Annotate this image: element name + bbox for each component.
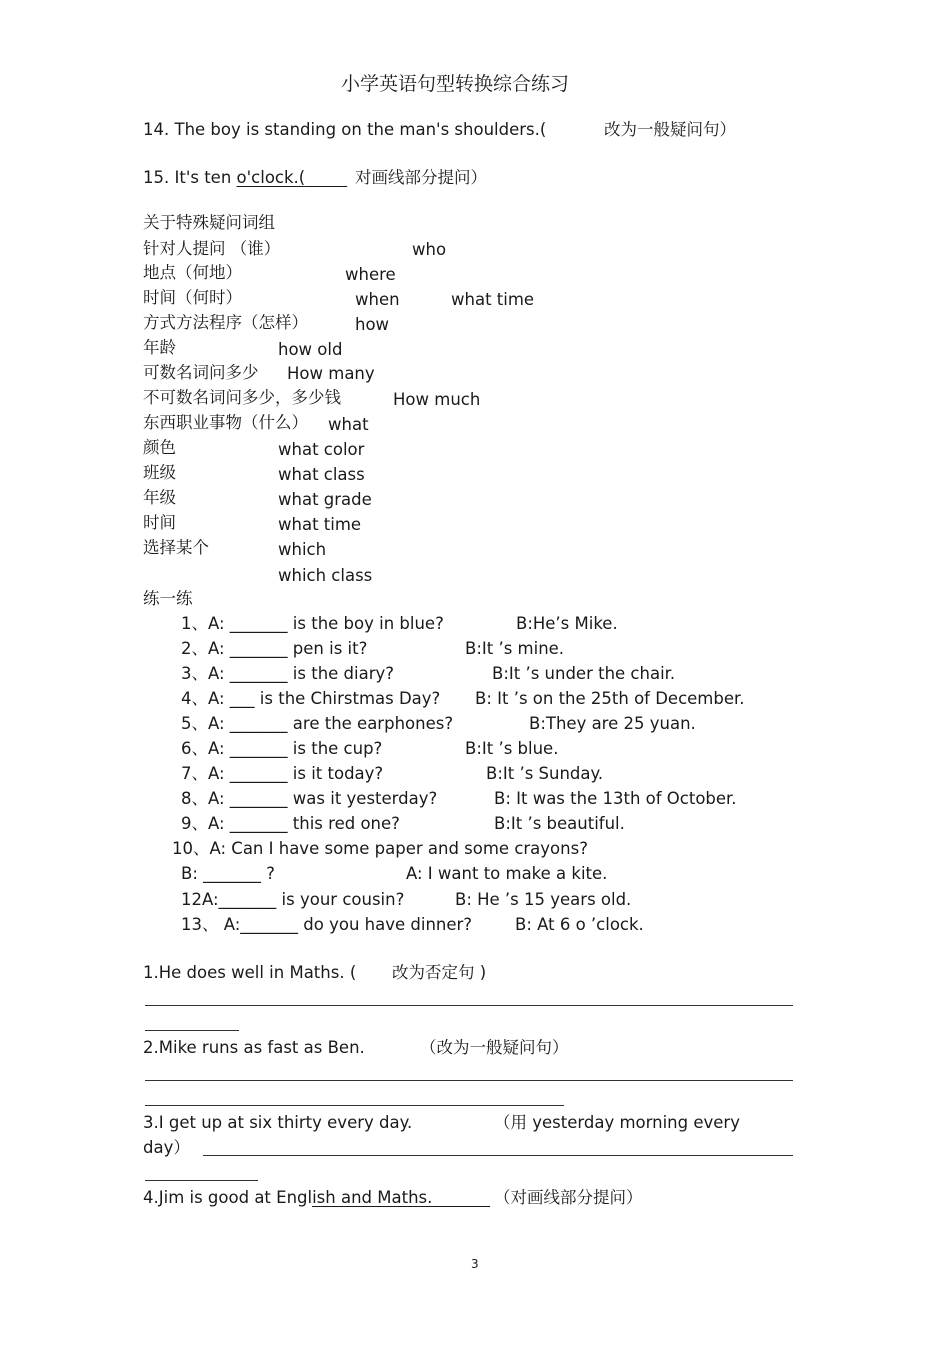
wh-word: what bbox=[328, 415, 369, 434]
exercise-4-instruction: （对画线部分提问） bbox=[494, 1188, 643, 1207]
answer-line bbox=[145, 1080, 793, 1081]
practice-question: 6、A: _______ is the cup? bbox=[181, 739, 383, 758]
wh-word: what grade bbox=[278, 490, 372, 509]
wh-label: 班级 bbox=[143, 463, 176, 482]
wh-label: 年龄 bbox=[143, 338, 176, 357]
practice-question: 9、A: _______ this red one? bbox=[181, 814, 400, 833]
page-title: 小学英语句型转换综合练习 bbox=[341, 73, 570, 95]
wh-label: 可数名词问多少 bbox=[143, 363, 259, 382]
wh-label: 东西职业事物（什么） bbox=[143, 413, 308, 432]
question-15-blank bbox=[305, 168, 347, 187]
question-14-instruction: 改为一般疑问句） bbox=[604, 120, 736, 139]
wh-word: what time bbox=[278, 515, 362, 534]
wh-label: 时间（何时） bbox=[143, 288, 242, 307]
practice-answer: B: At 6 o ’clock. bbox=[515, 915, 644, 934]
question-15-underlined: o'clock.( bbox=[236, 168, 306, 187]
practice-heading: 练一练 bbox=[143, 589, 193, 608]
practice-answer: B: It was the 13th of October. bbox=[494, 789, 737, 808]
wh-word: How many bbox=[287, 364, 375, 383]
wh-label: 时间 bbox=[143, 513, 176, 532]
practice-answer: B:It ’s Sunday. bbox=[486, 764, 604, 783]
practice-question: 13、 A:_______ do you have dinner? bbox=[181, 915, 473, 934]
practice-question: 7、A: _______ is it today? bbox=[181, 764, 384, 783]
wh-label: 方式方法程序（怎样） bbox=[143, 313, 308, 332]
answer-line bbox=[145, 1005, 793, 1006]
wh-word: what time bbox=[451, 290, 535, 309]
wh-word: where bbox=[345, 265, 396, 284]
practice-answer: B:He’s Mike. bbox=[516, 614, 618, 633]
exercise-3-instruction: （用 yesterday morning every bbox=[494, 1113, 740, 1132]
exercise-3: 3.I get up at six thirty every day. bbox=[143, 1113, 413, 1132]
exercise-3-instruction-cont: day） bbox=[143, 1138, 190, 1157]
practice-answer: B:It ’s under the chair. bbox=[492, 664, 676, 683]
wh-label: 不可数名词问多少，多少钱 bbox=[143, 388, 341, 407]
wh-label: 选择某个 bbox=[143, 538, 209, 557]
practice-question: 10、A: Can I have some paper and some crayons? bbox=[172, 839, 588, 858]
wh-word: when bbox=[355, 290, 400, 309]
exercise-2-instruction: （改为一般疑问句） bbox=[420, 1038, 569, 1057]
answer-line bbox=[145, 1105, 564, 1106]
practice-question: 2、A: _______ pen is it? bbox=[181, 639, 368, 658]
exercise-4-blank bbox=[432, 1188, 490, 1207]
answer-line bbox=[203, 1155, 793, 1156]
practice-answer: B: He ’s 15 years old. bbox=[455, 890, 632, 909]
exercise-4 bbox=[143, 1188, 490, 1208]
practice-question: 4、A: ___ is the Chirstmas Day? bbox=[181, 689, 441, 708]
question-15 bbox=[143, 168, 347, 188]
practice-answer: A: I want to make a kite. bbox=[406, 864, 608, 883]
practice-answer: B: It ’s on the 25th of December. bbox=[475, 689, 745, 708]
wh-label: 颜色 bbox=[143, 438, 176, 457]
practice-question: 8、A: _______ was it yesterday? bbox=[181, 789, 438, 808]
wh-word: How much bbox=[393, 390, 481, 409]
practice-question: 1、A: _______ is the boy in blue? bbox=[181, 614, 444, 633]
page-number: 3 bbox=[471, 1257, 479, 1271]
wh-label: 针对人提问 （谁） bbox=[143, 239, 281, 258]
wh-word: how bbox=[355, 315, 390, 334]
practice-answer: B:It ’s beautiful. bbox=[494, 814, 625, 833]
exercise-1-instruction: 改为否定句 ) bbox=[392, 963, 487, 982]
practice-question: 3、A: _______ is the diary? bbox=[181, 664, 395, 683]
practice-question: B: _______ ? bbox=[181, 864, 275, 883]
practice-question: 12A:_______ is your cousin? bbox=[181, 890, 405, 909]
section-heading: 关于特殊疑问词组 bbox=[143, 213, 275, 232]
wh-word: how old bbox=[278, 340, 343, 359]
practice-question: 5、A: _______ are the earphones? bbox=[181, 714, 454, 733]
wh-word: which bbox=[278, 540, 327, 559]
question-15-instruction: 对画线部分提问） bbox=[355, 168, 487, 187]
wh-word: what color bbox=[278, 440, 365, 459]
answer-line bbox=[145, 1180, 258, 1181]
exercise-1: 1.He does well in Maths. ( bbox=[143, 963, 357, 982]
wh-word: who bbox=[412, 240, 447, 259]
answer-line bbox=[145, 1030, 239, 1031]
practice-answer: B:It ’s blue. bbox=[465, 739, 559, 758]
exercise-4-text: 4.Jim is good at Engl bbox=[143, 1188, 313, 1207]
question-14: 14. The boy is standing on the man's shoulders.( bbox=[143, 120, 547, 139]
wh-label: 地点（何地） bbox=[143, 263, 242, 282]
question-15-text: 15. It's ten bbox=[143, 168, 237, 187]
practice-answer: B:It ’s mine. bbox=[465, 639, 565, 658]
wh-word: what class bbox=[278, 465, 365, 484]
wh-label: 年级 bbox=[143, 488, 176, 507]
practice-answer: B:They are 25 yuan. bbox=[529, 714, 696, 733]
exercise-4-underlined: ish and Maths. bbox=[312, 1188, 433, 1207]
exercise-2: 2.Mike runs as fast as Ben. bbox=[143, 1038, 365, 1057]
wh-word: which class bbox=[278, 566, 373, 585]
